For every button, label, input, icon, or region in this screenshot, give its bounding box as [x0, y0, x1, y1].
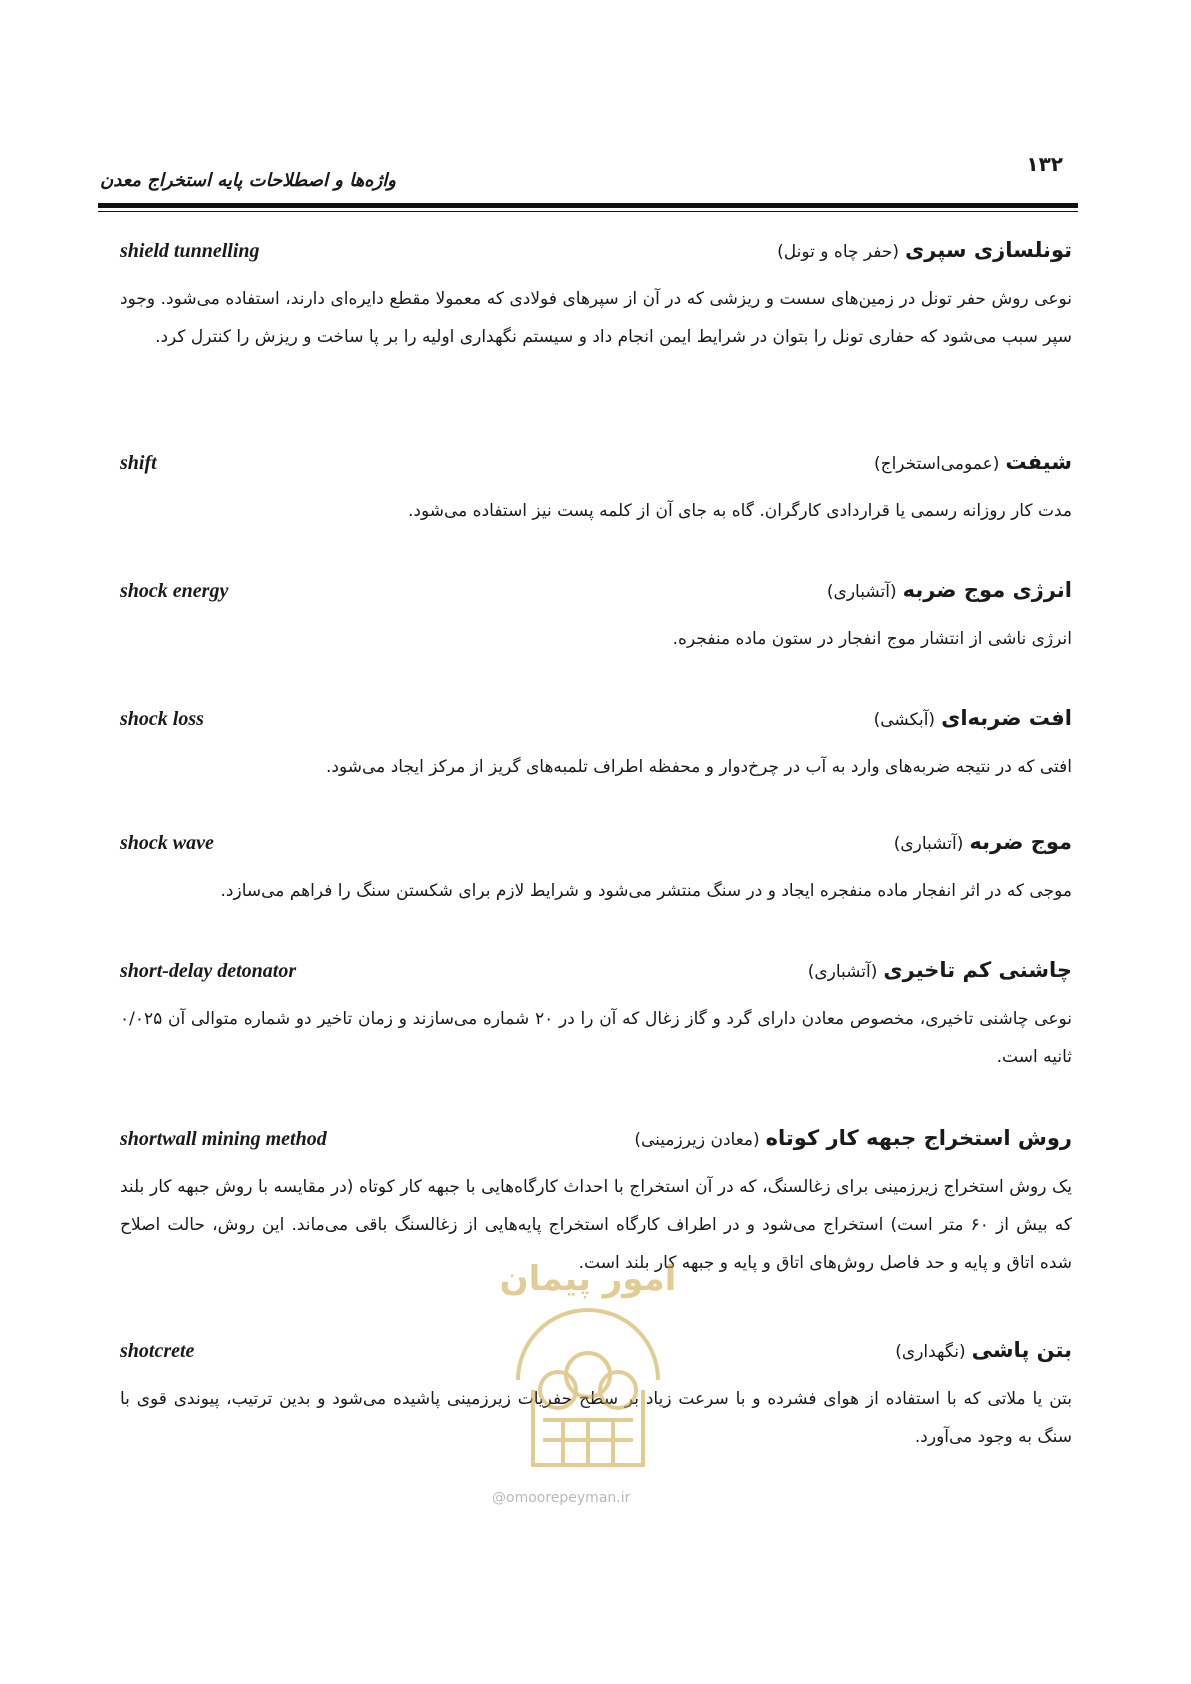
persian-heading [874, 450, 1072, 474]
definition: یک روش استخراج زیرزمینی برای زغالسنگ، که در آن استخراج با احداث کارگاه‌هایی با جبهه کار کوتاه (در مقایسه با روش جبهه کار بلند که بیش از ۶۰ متر است) استخراج می‌شود و در اطراف کارگاه استخراج پایه‌هایی از زغالسنگ باقی می‌ماند. این روش، حالت اصلاح شده اتاق و پایه و حد فاصل روش‌های اتاق و پایه و جبهه کار بلند است. [120, 1177, 1072, 1273]
persian-heading [895, 1338, 1072, 1362]
term-domain: (حفر چاه و تونل) [777, 242, 900, 262]
english-term: shotcrete [120, 1340, 195, 1362]
persian-heading [777, 238, 1072, 262]
persian-heading [874, 706, 1072, 730]
entry-head [120, 1126, 1072, 1162]
entry-shift [120, 450, 1072, 578]
persian-heading [634, 1126, 1072, 1150]
persian-term: شیفت [1005, 450, 1072, 474]
persian-term: انرژی موج ضربه [902, 578, 1072, 602]
persian-term: تونلسازی سپری [905, 238, 1072, 262]
entry-shock-energy [120, 578, 1072, 706]
english-term: shield tunnelling [120, 240, 260, 262]
entry-short-delay-detonator [120, 958, 1072, 1126]
term-domain: (آتشباری) [893, 834, 964, 854]
english-term: shift [120, 452, 157, 474]
english-term: shock wave [120, 832, 214, 854]
header-rule-thin [98, 211, 1078, 212]
persian-term: چاشنی کم تاخیری [883, 958, 1072, 982]
persian-term: افت ضربه‌ای [941, 706, 1072, 730]
definition: نوعی چاشنی تاخیری، مخصوص معادن دارای گرد و گاز زغال که آن را در ۲۰ شماره می‌سازند و زمان تاخیر دو شماره متوالی آن ۰/۰۲۵ ثانیه است. [120, 1009, 1072, 1067]
page-number: ۱۳۲ [1026, 152, 1063, 176]
persian-term: روش استخراج جبهه کار کوتاه [765, 1126, 1072, 1150]
term-domain: (آبکشی) [873, 710, 936, 730]
definition: بتن یا ملاتی که با استفاده از هوای فشرده و با سرعت زیاد بر سطح حفریات زیرزمینی پاشیده می‌شود و بدین ترتیب، پیوندی قوی با سنگ به وجود می‌آورد. [120, 1389, 1072, 1447]
definition: نوعی روش حفر تونل در زمین‌های سست و ریزشی که در آن از سپرهای فولادی که معمولا مقطع دایره‌ای دارند، استفاده می‌شود. وجود سپر سبب می‌شود که حفاری تونل را بتوان در شرایط ایمن انجام داد و سیستم نگهداری اولیه را بر پا ساخت و ریزش را کنترل کرد. [120, 289, 1072, 347]
term-domain: (عمومی‌استخراج) [873, 454, 1000, 474]
entry-shock-wave [120, 830, 1072, 958]
definition: موجی که در اثر انفجار ماده منفجره ایجاد و در سنگ منتشر می‌شود و شرایط لازم برای شکستن سنگ را فراهم می‌سازد. [220, 881, 1072, 901]
book-title: واژه‌ها و اصطلاحات پایه استخراج معدن [100, 170, 396, 191]
term-domain: (نگهداری) [895, 1342, 966, 1362]
entry-head [120, 958, 1072, 994]
persian-term: بتن پاشی [971, 1338, 1072, 1362]
definition: مدت کار روزانه رسمی یا قراردادی کارگران. گاه به جای آن از کلمه پست نیز استفاده می‌شود. [408, 501, 1072, 521]
term-domain: (آتشباری) [807, 962, 878, 982]
entry-head [120, 578, 1072, 614]
definition: افتی که در نتیجه ضربه‌های وارد به آب در چرخ‌دوار و محفظه اطراف تلمبه‌های گریز از مرکز ایجاد می‌شود. [326, 757, 1072, 777]
persian-term: موج ضربه [969, 830, 1072, 854]
watermark-url: @omoorepeyman.ir [492, 1490, 631, 1506]
term-domain: (معادن زیرزمینی) [634, 1130, 760, 1150]
english-term: shock energy [120, 580, 229, 602]
definition: انرژی ناشی از انتشار موج انفجار در ستون ماده منفجره. [672, 629, 1072, 649]
header-rule-thick [98, 203, 1078, 208]
persian-heading [808, 958, 1072, 982]
entry-head [120, 830, 1072, 866]
persian-heading [827, 578, 1072, 602]
entry-head [120, 706, 1072, 742]
entry-head [120, 238, 1072, 274]
entry-shield-tunnelling [120, 238, 1072, 450]
persian-heading [894, 830, 1072, 854]
entry-shock-loss [120, 706, 1072, 830]
english-term: shortwall mining method [120, 1128, 327, 1150]
term-domain: (آتشباری) [826, 582, 897, 602]
english-term: shock loss [120, 708, 204, 730]
watermark-text: امور پیمان [499, 1259, 677, 1299]
english-term: short-delay detonator [120, 960, 297, 982]
entry-head [120, 450, 1072, 486]
watermark-seal [488, 1230, 688, 1480]
